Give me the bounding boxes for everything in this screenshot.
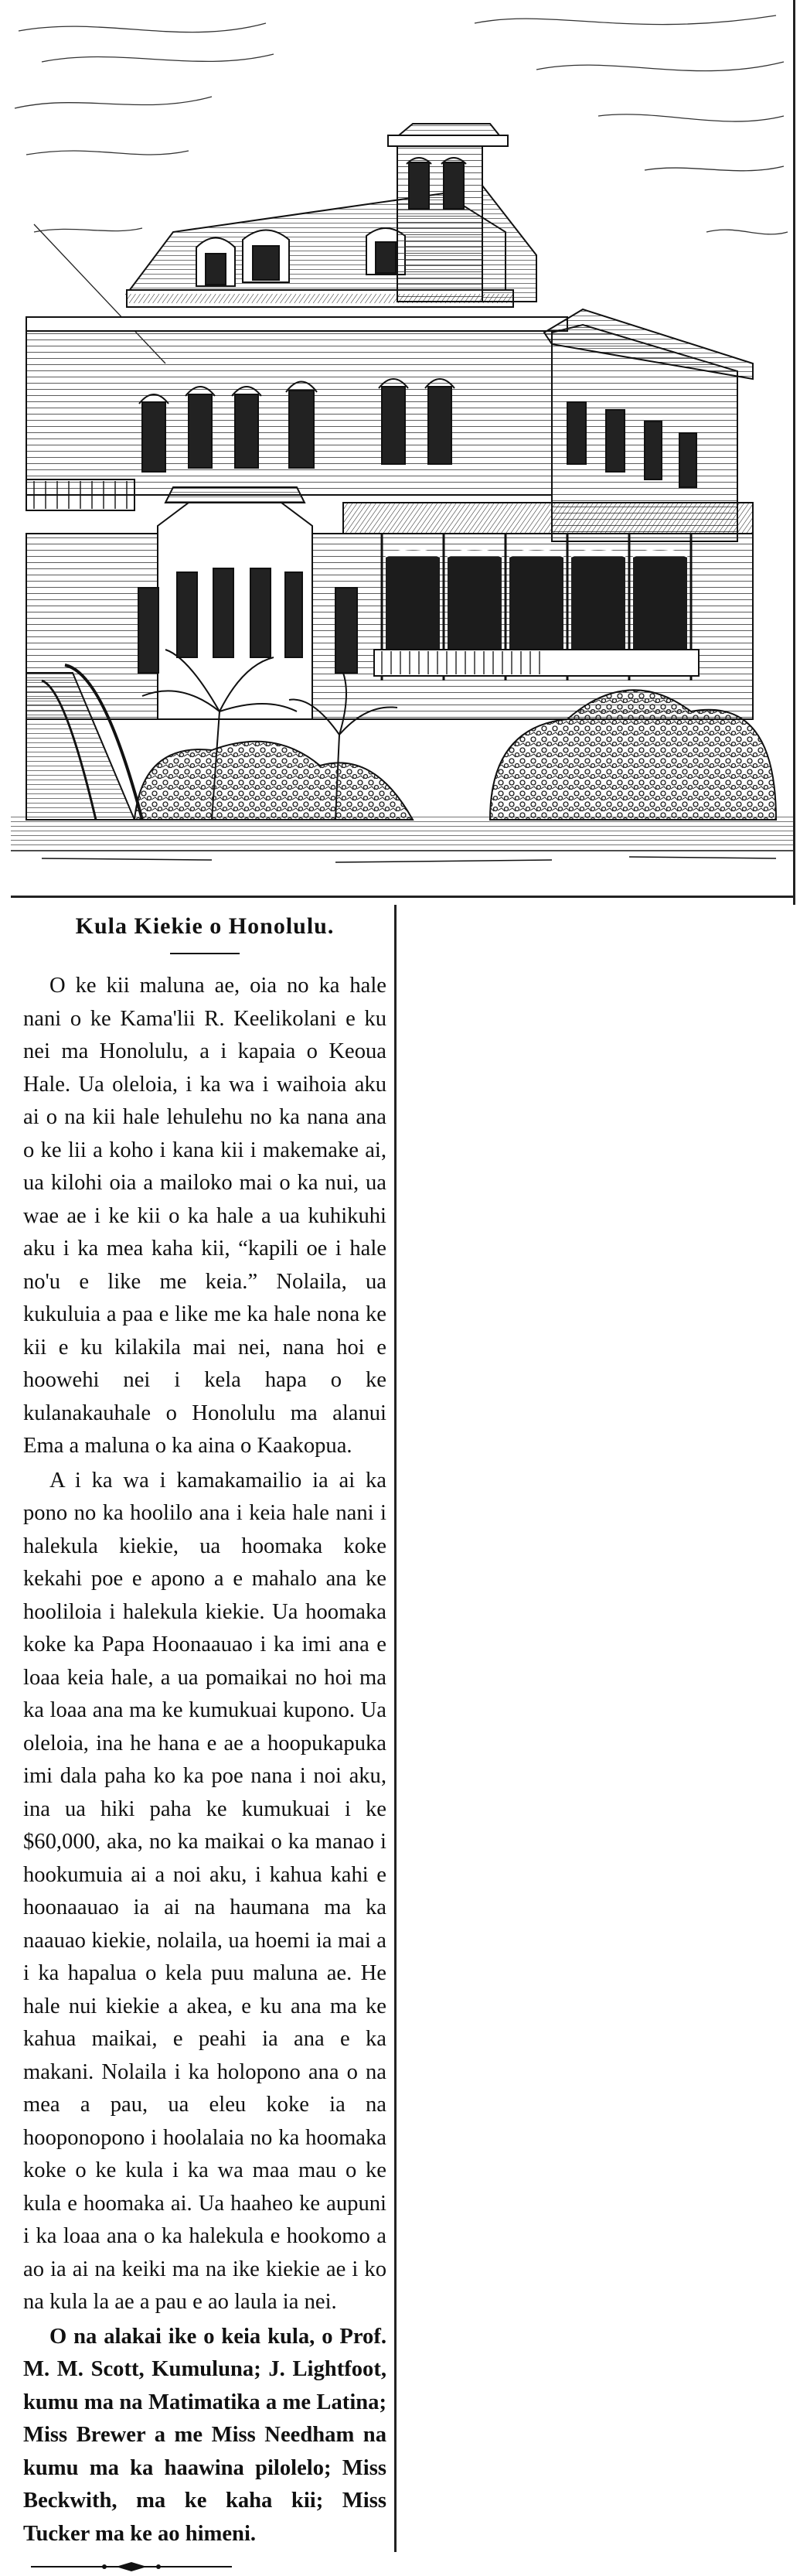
house-illustration bbox=[11, 0, 793, 893]
article bbox=[23, 906, 386, 2576]
article-headline: Kula Kiekie o Honolulu. bbox=[75, 913, 335, 939]
tail-ornament bbox=[23, 2561, 240, 2572]
article-column-rule bbox=[394, 905, 397, 2552]
article-paragraph-1: O ke kii maluna ae, oia no ka hale nani o ke Kama'lii R. Keelikolani e ku nei ma Honolulu, a i kapaia o Keoua Hale. Ua oleloia, i ka wa i waihoia aku ai o na kii hale lehulehu no ka nana ana o ke lii a koho i kana kii i makemake ai, ua kilohi oia a mailoko mai o ka nui, ua wae ae i ke kii o ka hale a ua kuhikuhi aku i ka mea kaha kii, “kapili oe i hale no'u e like me keia.” Nolaila, ua kukuluia a paa e like me ka hale nona ke kii e ku kilakila mai nei, nana hoi e hoowehi nei i kela hapa o ke kulanakauhale o Honolulu ma alanui Ema a maluna o ka aina o Kaakopua. bbox=[23, 974, 386, 1458]
headline-rule bbox=[170, 953, 240, 954]
column-rule-right bbox=[793, 0, 795, 905]
article-paragraph-2: A i ka wa i kamakamailio ia ai ka pono no ka hoolilo ana i keia hale nani i halekula kiekie, ua hoomaka koke kekahi poe e apono a e mahalo ana ke hooliloia i halekula kiekie. Ua hoomaka koke ka Papa Hoonaauao i ka imi ana e loaa keia hale, a ua pomaikai no hoi ma ka loaa ana ma ke kumukuai kupono. Ua oleloia, ina he hana e ae a hoopukapuka imi dala paha ko ka poe nana i noi aku, ina ua hiki paha ke kumukuai i ke $60,000, aka, no ka maikai o ka manao i hookumuia ai a noi aku, i kahua kahi e hoonaauao ia ai na haumana ma ka naauao kiekie, nolaila, ua hoemi ia mai a i ka hapalua o kela puu maluna ae. He hale nui kiekie a akea, e ku ana ma ke kahua maikai, e peahi ia ana e ka makani. Nolaila i ka holopono ana o na mea a pau, ua eleu koke ia na hooponopono i hoolalaia no ka hoomaka koke o ke kula i ka wa maa mau o ke kula e hoomaka ai. Ua haaheo ke aupuni i ka loaa ana o ka halekula e hookomo a ao ia ai na keiki ma na ike kiekie ae i ko na kula la ae a pau e ao laula ia nei. bbox=[23, 1468, 386, 2314]
illustration-bottom-rule bbox=[11, 896, 793, 898]
article-paragraph-3: O na alakai ike o keia kula, o Prof. M. M. Scott, Kumuluna; J. Lightfoot, kumu ma na Matimatika a me Latina; Miss Brewer a me Miss Needham na kumu ma ka haawina pilolelo; Miss Beckwith, ma ke kaha kii; Miss Tucker ma ke ao himeni. bbox=[23, 2324, 386, 2546]
